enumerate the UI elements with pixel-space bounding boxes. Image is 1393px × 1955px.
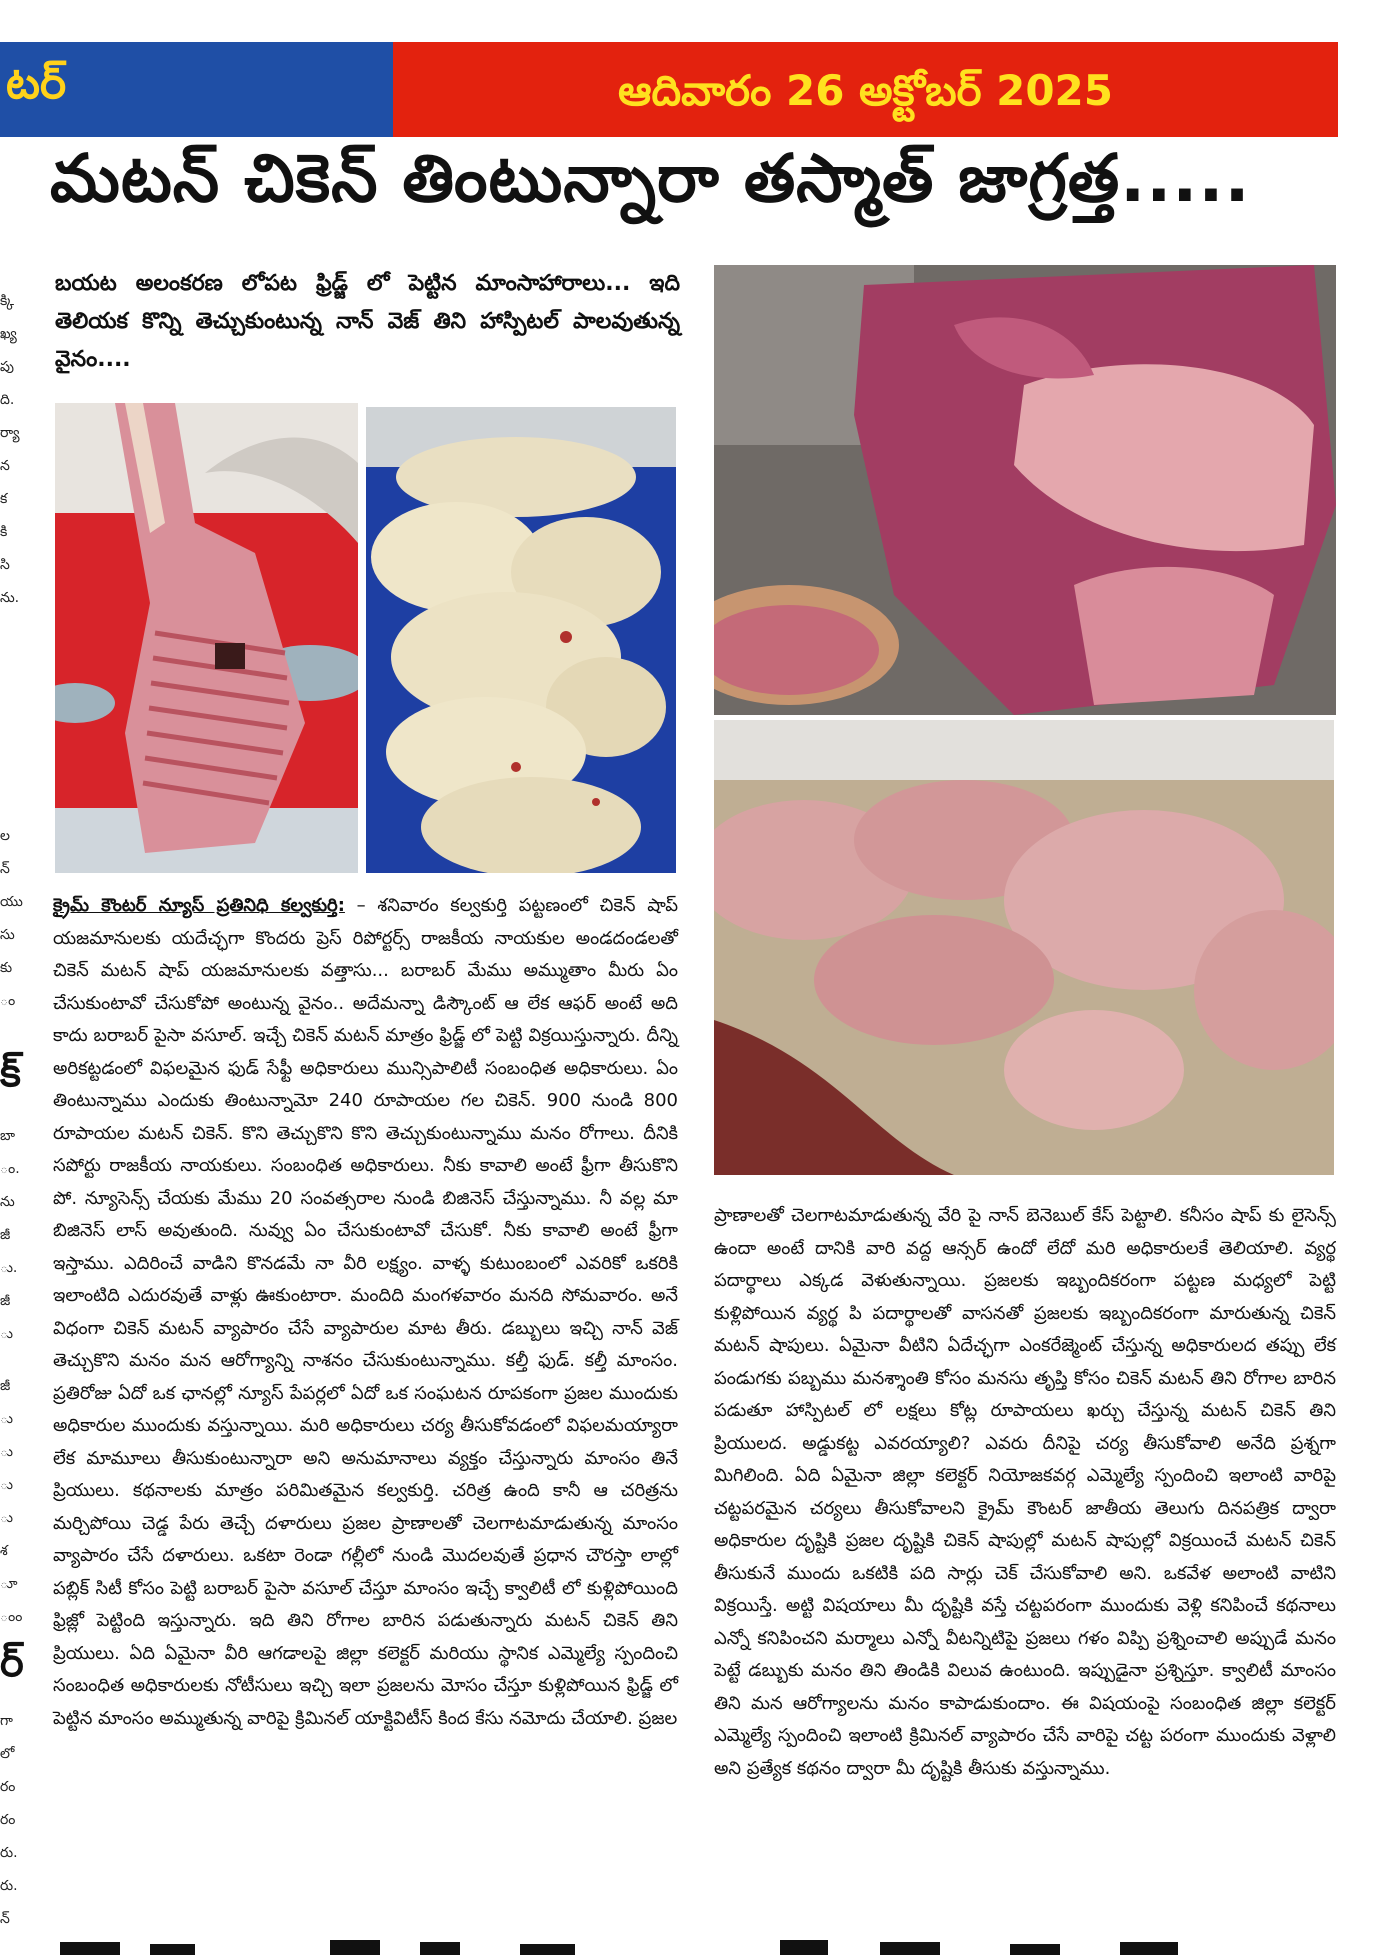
article-body-right-column	[714, 1200, 1336, 1785]
mutton-pieces-photo	[714, 265, 1336, 715]
subheadline: బయట అలంకరణ లోపట ఫ్రిడ్జ్ లో పెట్టిన మాంసాహారాలు... ఇది తెలియక కొన్ని తెచ్చుకుంటున్న నాన్ వెజ్ తిని హాస్పిటల్ పాలవుతున్న వైనం....	[55, 271, 680, 372]
edge-column-fragments-bottom: గా లో రం రం రు. రు. న్	[0, 1713, 18, 1927]
edge-column-fragments-middle: ల న్ యు సు కు ం	[0, 828, 23, 1009]
masthead-name-fragment: టర్	[6, 58, 67, 109]
edge-column-big-glyph: క్	[0, 1050, 21, 1096]
next-headline-clipped-strip	[0, 1930, 1393, 1955]
article-byline: క్రైమ్ కౌంటర్ న్యూస్ ప్రతినిధి కల్వకుర్తి:	[53, 895, 345, 916]
dateline: ఆదివారం 26 అక్టోబర్ 2025	[617, 66, 1114, 115]
article-body-right-text: ప్రాణాలతో చెలగాటమాడుతున్న వేరి పై నాన్ బెనెబుల్ కేస్ పెట్టాలి. కనీసం షాప్ కు లైసెన్స్ ఉందా అంటే దానికి వారి వద్ద ఆన్సర్ ఉందో లేదో మరి అధికారులకే తెలియాలి. వ్యర్థ పదార్థాలు ఎక్కడ వెళుతున్నాయి. ప్రజలకు ఇబ్బందికరంగా పట్టణ మధ్యలో పెట్టి కుళ్లిపోయిన వ్యర్థ పి పదార్థాలతో వాసనతో ప్రజలకు ఇబ్బందికరంగా మారుతున్న చికెన్ మటన్ షాపులు. ఏమైనా వీటిని ఏదేచ్ఛగా ఎంకరేజ్మెంట్ చేస్తున్న అధికారులద తప్పు లేక పండుగకు పబ్బము మనశ్శాంతి కోసం మనసు తృప్తి కోసం చికెన్ మటన్ తిని రోగాల బారిన పడుతూ హాస్పిటల్ లో లక్షలు కోట్ల రూపాయలు ఖర్చు చేస్తున్న మటన్ చికెన్ తిని ప్రియులద. అడ్డుకట్ట ఎవరయ్యాలి? ఎవరు దీనిపై చర్య తీసుకోవాలి అనేది ప్రశ్నగా మిగిలింది. ఏది ఏమైనా జిల్లా కలెక్టర్ నియోజకవర్గ ఎమ్మెల్యే స్పందించి ఇలాంటి వారిపై చట్టపరమైన చర్యలు తీసుకోవాలని క్రైమ్ కౌంటర్ జాతీయ తెలుగు దినపత్రిక ద్వారా అధికారుల దృష్టికి ప్రజల దృష్టికి చికెన్ షాపుల్లో మటన్ షాపుల్లో విక్రయించే మటన్ చికెన్ తీసుకునే ముందు ఒకటికి పది సార్లు చెక్ చేసుకోవాలి అని. ఒకవేళ అలాంటి వాటిని విక్రయిస్తే. అట్టి విషయాలు మీ దృష్టికి వస్తే చట్టపరంగా ముందుకు వెళ్లి కనిపించే కథనాలు ఎన్నో కనిపించని మర్మాలు ఎన్నో వీటన్నిటిపై ప్రజలు గళం విప్పి ప్రశ్నించాలి అప్పుడే మనం పెట్టే డబ్బుకు మనం తిని తిండికి విలువ ఉంటుంది. ఇప్పుడైనా ప్రశ్నిస్తూ. క్వాలిటీ మాంసం తిని మన ఆరోగ్యాలను మనం కాపాడుకుందాం. ఈ విషయంపై సంబంధిత జిల్లా కలెక్టర్ ఎమ్మెల్యే స్పందించి ఇలాంటి క్రిమినల్ వ్యాపారం చేసే వారిపై చట్ట పరంగా ముందుకు వెళ్లాలి అని ప్రత్యేక కథనం ద్వారా మీ దృష్టికి తీసుకు వస్తున్నాము.	[714, 1205, 1336, 1779]
article-body-left-text: – శనివారం కల్వకుర్తి పట్టణంలో చికెన్ షాప్ యజమానులకు యదేచ్ఛగా కొందరు ప్రెస్ రిపోర్టర్స్ రాజకీయ నాయకుల అండదండలతో చికెన్ మటన్ షాప్ యజమానులకు వత్తాసు... బరాబర్ మేము అమ్ముతాం మీరు ఏం చేసుకుంటావో చేసుకోపో అంటున్న వైనం.. అదేమన్నా డిస్కౌంట్ ఆ లేక ఆఫర్ అంటే అది కాదు బరాబర్ పైసా వసూల్. ఇచ్చే చికెన్ మటన్ మాత్రం ఫ్రిడ్జ్ లో పెట్టి విక్రయిస్తున్నారు. దీన్ని అరికట్టడంలో విఫలమైన ఫుడ్ సేఫ్టీ అధికారులు మున్సిపాలిటీ సంబంధిత అధికారులు. ఏం తింటున్నాము ఎందుకు తింటున్నామో 240 రూపాయల గల చికెన్. 900 నుండి 800 రూపాయల మటన్ చికెన్. కొని తెచ్చుకొని కొని తెచ్చుకుంటున్నాము మనం రోగాలు. దీనికి సపోర్టు రాజకీయ నాయకులు. సంబంధిత అధికారులు. నీకు కావాలి అంటే ఫ్రీగా తీసుకొని పో. న్యూసెన్స్ చేయకు మేము 20 సంవత్సరాల నుండి బిజినెస్ చేస్తున్నాము. నీ వల్ల మా బిజినెస్ లాస్ అవుతుంది. నువ్వు ఏం చేసుకుంటావో చేసుకో. నీకు కావాలి అంటే ఫ్రీగా ఇస్తాము. ఎదిరించే వాడిని కొనడమే నా వీరి లక్ష్యం. వాళ్ళ కుటుంబంలో ఎవరికో ఒకరికి ఇలాంటిది ఎదురవుతే వాళ్లు ఊకుంటారా. మందిది మంగళవారం మనది సోమవారం. అనే విధంగా చికెన్ మటన్ వ్యాపారం చేసే వ్యాపారుల మాట తీరు. డబ్బులు ఇచ్చి నాన్ వెజ్ తెచ్చుకొని మనం మన ఆరోగ్యాన్ని నాశనం చేసుకుంటున్నాము. కల్తీ ఫుడ్. కల్తీ మాంసం. ప్రతిరోజు ఏదో ఒక ఛానల్లో న్యూస్ పేపర్లలో ఏదో ఒక సంఘటన రూపకంగా ప్రజల ముందుకు అధికారుల ముందుకు వస్తున్నాయి. మరి అధికారులు చర్య తీసుకోవడంలో విఫలమయ్యారా లేక మామూలు తీసుకుంటున్నారా అని అనుమానాలు వ్యక్తం చేస్తున్నారు మాంసం తినే ప్రియులు. కథనాలకు మాత్రం పరిమితమైన కల్వకుర్తి. చరిత్ర ఉంది కానీ ఆ చరిత్రను మర్చిపోయి చెడ్డ పేరు తెచ్చే దళారులు ప్రజల ప్రాణాలతో చెలగాటమాడుతున్న మాంసం వ్యాపారం చేసే దళారులు. ఒకటా రెండా గల్లీలో నుండి మొదలవుతే ప్రధాన చౌరస్తా లాల్లో పబ్లిక్ సిటీ కోసం పెట్టి బరాబర్ పైసా వసూల్ చేస్తూ మాంసం ఇచ్చే క్వాలిటీ లో కుళ్లిపోయింది ఫ్రిజ్లో పెట్టింది ఇస్తున్నారు. ఇది తిని రోగాల బారిన పడుతున్నారు మటన్ చికెన్ తిని ప్రియులు. ఏది ఏమైనా వీరి ఆగడాలపై జిల్లా కలెక్టర్ మరియు స్థానిక ఎమ్మెల్యే స్పందించి సంబంధిత అధికారులకు నోటీసులు ఇచ్చి ఇలా ప్రజలను మోసం చేస్తూ కుళ్లిపోయిన ఫ్రిడ్జ్ లో పెట్టిన మాంసం అమ్ముతున్న వారిపై క్రిమినల్ యాక్టివిటీస్ కింద కేసు నమోదు చేయాలి. ప్రజల	[53, 895, 678, 1729]
edge-column-big-glyph-2: ర్	[0, 1640, 24, 1686]
hanging-goat-carcass-photo	[55, 403, 358, 873]
article-body-left-column	[53, 890, 678, 1735]
chickens-in-blue-crate-photo	[366, 407, 676, 873]
edge-column-fragments-lower-2: జీ ు ు ు ు శ ూ ంం	[0, 1378, 23, 1625]
headline: మటన్ చికెన్ తింటున్నారా తస్మాత్ జాగ్రత్త.....	[50, 140, 1251, 217]
raw-chicken-on-table-photo	[714, 720, 1334, 1175]
edge-column-fragments-top: క్కి ఖ్య పు ది. ర్యా న క కి సి ను.	[0, 293, 20, 606]
edge-column-fragments-lower: బా ం. ను జీ ు. జీ ు	[0, 1128, 20, 1342]
